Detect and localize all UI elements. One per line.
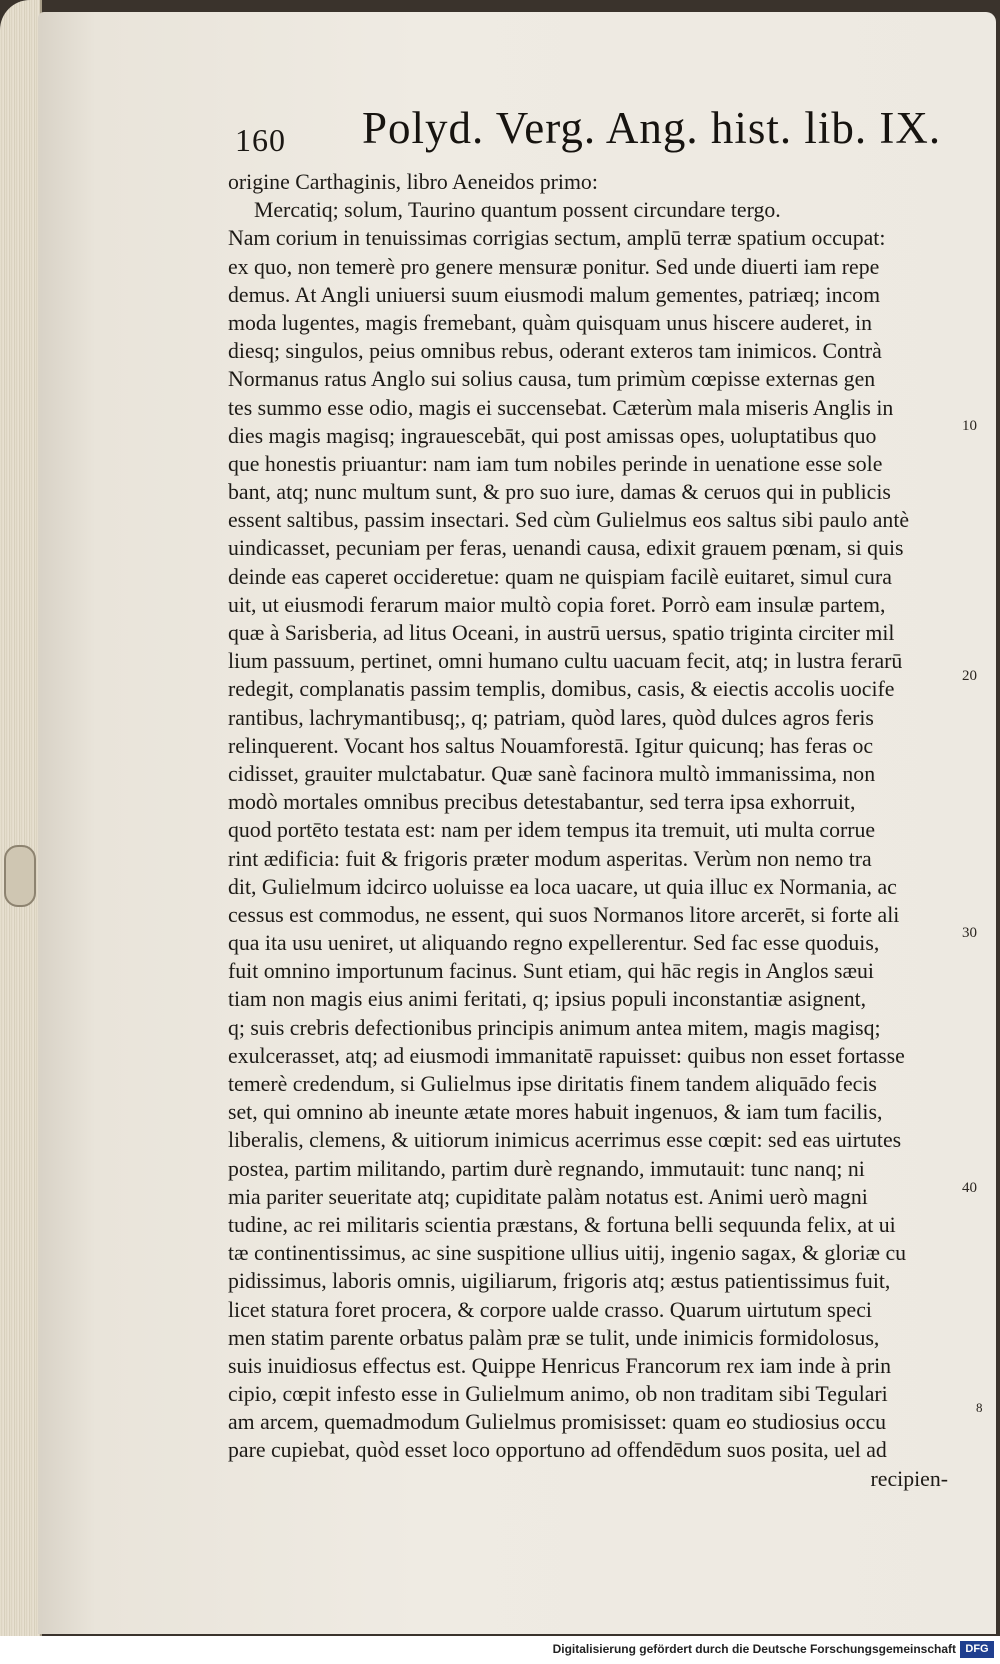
text-line: temerè credendum, si Gulielmus ipse diritatis finem tandem aliquādo fecis (228, 1072, 877, 1096)
text-line: uit, ut eiusmodi ferarum maior multò copia foret. Porrò eam insulæ partem, (228, 592, 886, 617)
text-line: origine Carthaginis, libro Aeneidos primo: (228, 170, 598, 194)
text-line: essent saltibus, passim insectari. Sed cùm Gulielmus eos saltus sibi paulo antè (228, 508, 910, 533)
text-line: tes summo esse odio, magis ei succensebat. Cæterùm mala miseris Anglis in (228, 395, 894, 420)
text-line: quæ à Sarisberia, ad litus Oceani, in austrū uersus, spatio triginta circiter mil (228, 621, 895, 645)
text-line: q; suis crebris defectionibus principis animum antea mitem, magis magisq; (228, 1015, 881, 1040)
catchword: recipien- (870, 1466, 948, 1491)
text-line: tæ continentissimus, ac sine suspitione ullius uitij, ingenio sagax, & gloriæ cu (228, 1241, 907, 1266)
text-line: licet statura foret procera, & corpore ualde crasso. Quarum uirtutum speci (228, 1297, 872, 1322)
text-line: exulcerasset, atq; ad eiusmodi immanitatē rapuisset: quibus non esset fortasse (228, 1043, 905, 1068)
text-line: lium passuum, pertinet, omni humano cultu uacuam fecit, atq; in lustra ferarū (228, 649, 903, 674)
running-title: Polyd. Verg. Ang. hist. lib. IX. (362, 103, 942, 153)
margin-number-40: 40 (962, 1180, 977, 1196)
text-line: tudine, ac rei militaris scientia præstans, & fortuna belli sequunda felix, at ui (228, 1212, 896, 1237)
text-line: cessus est commodus, ne essent, qui suos Normanos litore arcerēt, si forte ali (228, 902, 900, 927)
text-line: bant, atq; nunc multum sunt, & pro suo iure, damas & ceruos qui in publicis (228, 480, 891, 505)
text-line: mia pariter seueritate atq; cupiditate palàm notatus est. Animi uerò magni (228, 1184, 868, 1209)
text-line: pare cupiebat, quòd esset loco opportuno ad offendēdum suos posita, uel ad (228, 1438, 887, 1463)
text-line: moda lugentes, magis fremebant, quàm quisquam unus hiscere auderet, in (228, 310, 873, 335)
footer-credit: Digitalisierung gefördert durch die Deutsche Forschungsgemeinschaft (552, 1642, 956, 1656)
text-line: am arcem, quemadmodum Gulielmus promisisset: quam eo studiosius occu (228, 1410, 887, 1435)
text-line: relinquerent. Vocant hos saltus Nouamforestā. Igitur quicunq; has feras oc (228, 733, 874, 758)
text-line: pidissimus, laboris omnis, uigiliarum, frigoris atq; æstus patientissimus fuit, (228, 1269, 891, 1294)
text-line: dit, Gulielmum idcirco uoluisse ea loca uacare, ut quia illuc ex Normania, ac (228, 874, 897, 899)
text-line: Normanus ratus Anglo sui solius causa, tum primùm cœpisse externas gen (228, 367, 876, 392)
text-line: ex quo, non temerè pro genere mensuræ ponitur. Sed unde diuerti iam repe (228, 254, 880, 279)
margin-number-10: 10 (962, 418, 977, 434)
text-line: Nam corium in tenuissimas corrigias sectum, amplū terræ spatium occupat: (228, 226, 886, 251)
text-line: cipio, cœpit infesto esse in Gulielmum animo, ob non traditam sibi Tegulari (228, 1382, 888, 1407)
text-line: cidisset, grauiter mulctabatur. Quæ sanè facinora multò immanissima, non (228, 761, 876, 786)
text-line: uindicasset, pecuniam per feras, uenandi causa, edixit grauem pœnam, si quis (228, 536, 904, 561)
text-line: diesq; singulos, peius omnibus rebus, oderant exteros tam inimicos. Contrà (228, 339, 882, 364)
text-line: men statim parente orbatus palàm præ se tulit, unde inimicis formidolosus, (228, 1325, 880, 1350)
text-line: quod portēto testata est: nam per idem tempus ita tremuit, uti multa corrue (228, 818, 876, 843)
text-line: postea, partim militando, partim durè regnando, immutauit: tunc nanq; ni (228, 1156, 865, 1181)
signature-mark: 8 (976, 1400, 983, 1415)
text-line: demus. At Angli uniuersi suum eiusmodi malum gementes, patriæq; incom (228, 282, 881, 307)
text-line: que honestis priuantur: nam iam tum nobiles perinde in uenatione esse sole (228, 451, 883, 476)
margin-number-20: 20 (962, 668, 977, 684)
text-line: deinde eas caperet occideretue: quam ne quispiam facilè euitaret, simul cura (228, 564, 892, 589)
text-line: Mercatiq; solum, Taurino quantum possent circundare tergo. (254, 198, 781, 223)
text-line: fuit omnino importunum facinus. Sunt etiam, qui hāc regis in Anglos sæui (228, 959, 874, 984)
margin-number-30: 30 (962, 925, 977, 941)
text-line: tiam non magis eius animi feritati, q; ipsius populi inconstantiæ asignent, (228, 987, 867, 1012)
text-line: suis inuidiosus effectus est. Quippe Henricus Francorum rex iam inde à prin (228, 1353, 892, 1378)
page-edges (0, 0, 42, 1636)
text-line: set, qui omnino ab ineunte ætate mores habuit ingenuos, & iam tum facilis, (228, 1100, 883, 1125)
text-line: modò mortales omnibus precibus detestabantur, sed terra ipsa exhorruit, (228, 790, 856, 815)
body-text (228, 168, 958, 1493)
text-line: dies magis magisq; ingrauescebāt, qui post amissas opes, uoluptatibus quo (228, 423, 877, 448)
page-number: 160 (235, 122, 286, 158)
text-line: qua ita usu ueniret, ut aliquando regno expellerentur. Sed fac esse quoduis, (228, 931, 880, 956)
text-line: redegit, complanatis passim templis, domibus, casis, & eiectis accolis uocife (228, 677, 895, 702)
dfg-logo-icon: DFG (960, 1641, 994, 1658)
text-line: liberalis, clemens, & uitiorum inimicus acerrimus esse cœpit: sed eas uirtutes (228, 1128, 902, 1153)
text-line: rantibus, lachrymantibusq;, q; patriam, quòd lares, quòd dulces agros feris (228, 705, 874, 730)
footer-bar (0, 1636, 1000, 1664)
book-clasp (4, 845, 36, 907)
text-line: rint ædificia: fuit & frigoris præter modum asperitas. Verùm non nemo tra (228, 846, 872, 871)
